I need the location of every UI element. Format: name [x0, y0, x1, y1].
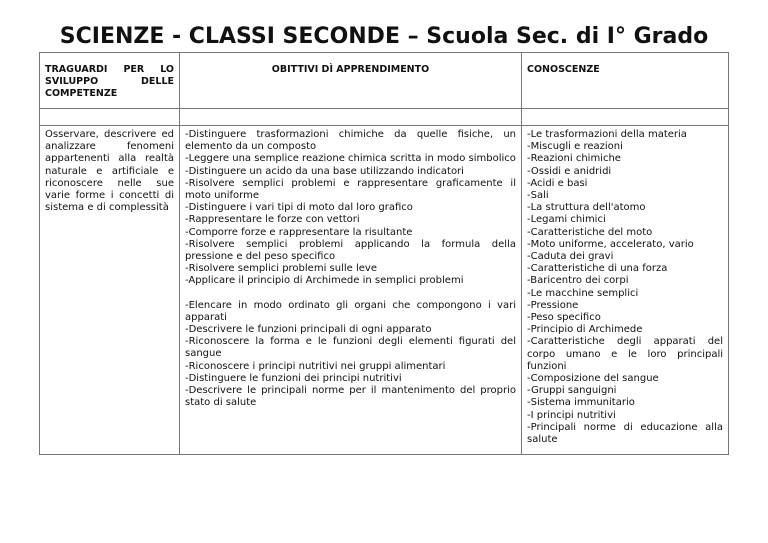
obiettivo-item: -Distinguere le funzioni dei principi nutritivi: [185, 372, 402, 384]
table-body-row: [40, 126, 729, 455]
obiettivi-group-1: [185, 129, 516, 288]
obiettivi-cell: [180, 126, 522, 455]
header-conoscenze: CONOSCENZE: [522, 53, 729, 109]
conoscenza-item: -Ossidi e anidridi: [527, 165, 612, 177]
obiettivo-item: -Rappresentare le forze con vettori: [185, 214, 360, 226]
conoscenza-item: -Miscugli e reazioni: [527, 141, 623, 153]
conoscenza-item: -Le macchine semplici: [527, 287, 639, 299]
obiettivo-item: -Applicare il principio di Archimede in semplici problemi: [185, 275, 464, 287]
conoscenza-item: -Sali: [527, 190, 549, 202]
conoscenza-item: -Caratteristiche del moto: [527, 226, 653, 238]
header-traguardi: TRAGUARDI PER LO SVILUPPO DELLE COMPETENZE: [40, 53, 180, 109]
conoscenza-item: -Legami chimici: [527, 214, 606, 226]
obiettivo-item: -Descrivere le funzioni principali di ogni apparato: [185, 324, 432, 336]
obiettivo-item: -Risolvere semplici problemi applicando la formula della pressione e del peso specifico: [185, 238, 516, 263]
conoscenza-item: -Moto uniforme, accelerato, vario: [527, 238, 694, 250]
conoscenza-item: -Principio di Archimede: [527, 324, 643, 336]
conoscenze-cell: [522, 126, 729, 455]
conoscenza-item: -Baricentro dei corpi: [527, 275, 629, 287]
spacer-row: [40, 109, 729, 126]
conoscenza-item: -Principali norme di educazione alla salute: [527, 421, 723, 446]
conoscenza-item: -Sistema immunitario: [527, 397, 635, 409]
obiettivi-group-2: [185, 300, 516, 410]
conoscenze-list: [527, 129, 723, 446]
obiettivo-item: -Descrivere le principali norme per il mantenimento del proprio stato di salute: [185, 385, 516, 409]
conoscenza-item: -Caduta dei gravi: [527, 251, 614, 263]
obiettivo-item: -Distinguere i vari tipi di moto dal loro grafico: [185, 202, 413, 214]
conoscenza-item: -I principi nutritivi: [527, 409, 616, 421]
curriculum-table: [39, 52, 729, 455]
obiettivo-item: -Risolvere semplici problemi sulle leve: [185, 263, 377, 275]
obiettivo-item: -Comporre forze e rappresentare la risultante: [185, 226, 413, 238]
conoscenza-item: -Caratteristiche di una forza: [527, 263, 668, 275]
conoscenza-item: -Le trasformazioni della materia: [527, 129, 687, 140]
conoscenza-item: -Gruppi sanguigni: [527, 385, 617, 397]
obiettivo-item: -Risolvere semplici problemi e rappresentare graficamente il moto uniforme: [185, 177, 516, 202]
obiettivo-item: -Leggere una semplice reazione chimica scritta in modo simbolico: [185, 153, 516, 165]
document-title: SCIENZE - CLASSI SECONDE – Scuola Sec. di I° Grado: [59, 24, 709, 49]
conoscenza-item: -Reazioni chimiche: [527, 153, 621, 165]
conoscenza-item: -Caratteristiche degli apparati del corpo umano e le loro principali funzioni: [527, 336, 723, 372]
obiettivo-item: -Riconoscere i principi nutritivi nei gruppi alimentari: [185, 360, 446, 372]
conoscenza-item: -Peso specifico: [527, 312, 601, 324]
traguardi-cell: Osservare, descrivere ed analizzare fenomeni appartenenti alla realtà naturale e artificiale e riconoscere nelle sue varie forme i concetti di sistema e di complessità: [40, 126, 180, 455]
obiettivo-item: -Distinguere trasformazioni chimiche da quelle fisiche, un elemento da un composto: [185, 129, 516, 153]
conoscenza-item: -Acidi e basi: [527, 177, 588, 189]
obiettivo-item: -Riconoscere la forma e le funzioni degli elementi figurati del sangue: [185, 336, 516, 360]
conoscenza-item: -La struttura dell'atomo: [527, 202, 646, 214]
conoscenza-item: -Composizione del sangue: [527, 373, 659, 385]
obiettivo-item: -Distinguere un acido da una base utilizzando indicatori: [185, 165, 464, 177]
header-obiettivi: OBITTIVI DÌ APPRENDIMENTO: [180, 53, 522, 109]
conoscenza-item: -Pressione: [527, 299, 579, 311]
obiettivo-item: -Elencare in modo ordinato gli organi che compongono i vari apparati: [185, 299, 516, 323]
table-header-row: [40, 53, 729, 109]
